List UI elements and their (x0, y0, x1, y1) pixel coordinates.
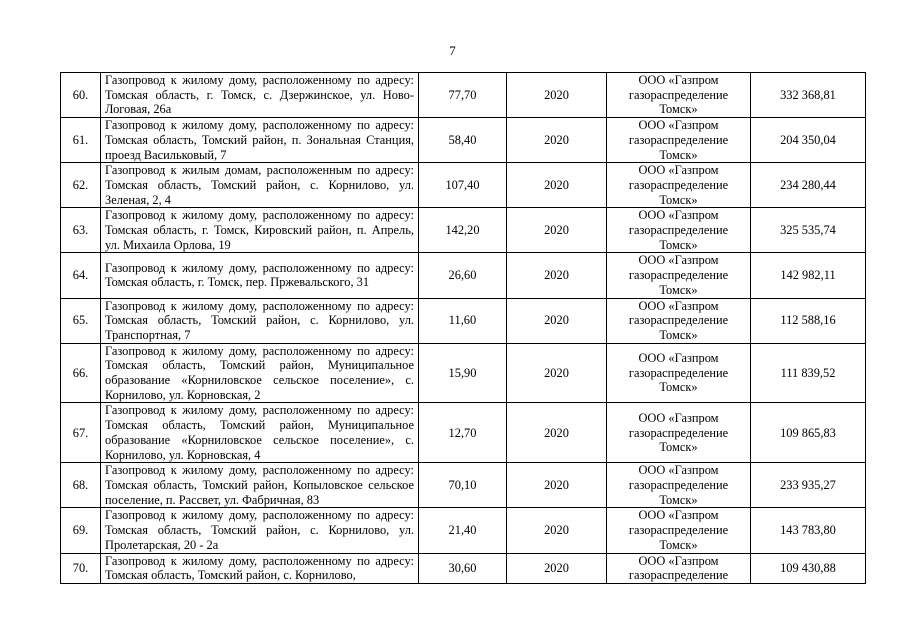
table-row (61, 463, 866, 508)
cost: 142 982,11 (751, 253, 866, 298)
cost: 112 588,16 (751, 298, 866, 343)
table-row (61, 298, 866, 343)
organization: ООО «Газпром газораспределение Томск» (607, 163, 751, 208)
organization: ООО «Газпром газораспределение Томск» (607, 403, 751, 463)
object-name: Газопровод к жилым домам, расположенным по адресу: Томская область, Томский район, с. Корнилово, ул. Зеленая, 2, 4 (101, 163, 419, 208)
row-number: 68. (61, 463, 101, 508)
row-number: 65. (61, 298, 101, 343)
organization: ООО «Газпром газораспределение Томск» (607, 253, 751, 298)
pipeline-length: 21,40 (419, 508, 507, 553)
pipeline-length: 142,20 (419, 208, 507, 253)
table-row (61, 553, 866, 583)
page-number: 7 (449, 43, 456, 58)
organization: ООО «Газпром газораспределение Томск» (607, 118, 751, 163)
table-row (61, 73, 866, 118)
table-row (61, 208, 866, 253)
organization: ООО «Газпром газораспределение Томск» (607, 343, 751, 403)
object-name: Газопровод к жилому дому, расположенному по адресу: Томская область, Томский район, п. Зональная Станция, проезд Васильковый, 7 (101, 118, 419, 163)
pipeline-length: 107,40 (419, 163, 507, 208)
object-name: Газопровод к жилому дому, расположенному по адресу: Томская область, г. Томск, пер. Пржевальского, 31 (101, 253, 419, 298)
table-row (61, 343, 866, 403)
cost: 143 783,80 (751, 508, 866, 553)
object-name: Газопровод к жилому дому, расположенному по адресу: Томская область, Томский район, Копыловское сельское поселение, п. Рассвет, ул. Фабричная, 83 (101, 463, 419, 508)
row-number: 67. (61, 403, 101, 463)
year: 2020 (507, 118, 607, 163)
organization: ООО «Газпром газораспределение Томск» (607, 298, 751, 343)
pipeline-length: 12,70 (419, 403, 507, 463)
object-name: Газопровод к жилому дому, расположенному по адресу: Томская область, Томский район, с. Корнилово, ул. Транспортная, 7 (101, 298, 419, 343)
pipeline-length: 30,60 (419, 553, 507, 583)
organization: ООО «Газпром газораспределение (607, 553, 751, 583)
pipeline-length: 77,70 (419, 73, 507, 118)
row-number: 63. (61, 208, 101, 253)
year: 2020 (507, 208, 607, 253)
year: 2020 (507, 343, 607, 403)
pipeline-length: 11,60 (419, 298, 507, 343)
object-name: Газопровод к жилому дому, расположенному по адресу: Томская область, Томский район, Муниципальное образование «Корниловское сельское поселение», с. Корнилово, ул. Корновская, 4 (101, 403, 419, 463)
row-number: 61. (61, 118, 101, 163)
row-number: 64. (61, 253, 101, 298)
table-row (61, 508, 866, 553)
row-number: 66. (61, 343, 101, 403)
organization: ООО «Газпром газораспределение Томск» (607, 508, 751, 553)
pipeline-length: 15,90 (419, 343, 507, 403)
pipeline-length: 70,10 (419, 463, 507, 508)
pipeline-length: 26,60 (419, 253, 507, 298)
organization: ООО «Газпром газораспределение Томск» (607, 208, 751, 253)
object-name: Газопровод к жилому дому, расположенному по адресу: Томская область, г. Томск, с. Дзержинское, ул. Ново-Логовая, 26а (101, 73, 419, 118)
year: 2020 (507, 73, 607, 118)
pipeline-length: 58,40 (419, 118, 507, 163)
row-number: 69. (61, 508, 101, 553)
cost: 204 350,04 (751, 118, 866, 163)
year: 2020 (507, 403, 607, 463)
object-name: Газопровод к жилому дому, расположенному по адресу: Томская область, г. Томск, Кировский район, п. Апрель, ул. Михаила Орлова, 19 (101, 208, 419, 253)
cost: 233 935,27 (751, 463, 866, 508)
year: 2020 (507, 463, 607, 508)
object-name: Газопровод к жилому дому, расположенному по адресу: Томская область, Томский район, Муниципальное образование «Корниловское сельское поселение», с. Корнилово, ул. Корновская, 2 (101, 343, 419, 403)
table-row (61, 253, 866, 298)
year: 2020 (507, 253, 607, 298)
table-body (61, 73, 866, 584)
cost: 109 430,88 (751, 553, 866, 583)
year: 2020 (507, 298, 607, 343)
row-number: 62. (61, 163, 101, 208)
row-number: 60. (61, 73, 101, 118)
object-name: Газопровод к жилому дому, расположенному по адресу: Томская область, Томский район, с. Корнилово, (101, 553, 419, 583)
year: 2020 (507, 553, 607, 583)
table-row (61, 403, 866, 463)
cost: 234 280,44 (751, 163, 866, 208)
organization: ООО «Газпром газораспределение Томск» (607, 73, 751, 118)
row-number: 70. (61, 553, 101, 583)
table-row (61, 163, 866, 208)
object-name: Газопровод к жилому дому, расположенному по адресу: Томская область, Томский район, с. Корнилово, ул. Пролетарская, 20 - 2а (101, 508, 419, 553)
cost: 111 839,52 (751, 343, 866, 403)
gas-pipeline-table (60, 72, 866, 584)
organization: ООО «Газпром газораспределение Томск» (607, 463, 751, 508)
table-row (61, 118, 866, 163)
cost: 332 368,81 (751, 73, 866, 118)
year: 2020 (507, 508, 607, 553)
cost: 109 865,83 (751, 403, 866, 463)
year: 2020 (507, 163, 607, 208)
cost: 325 535,74 (751, 208, 866, 253)
